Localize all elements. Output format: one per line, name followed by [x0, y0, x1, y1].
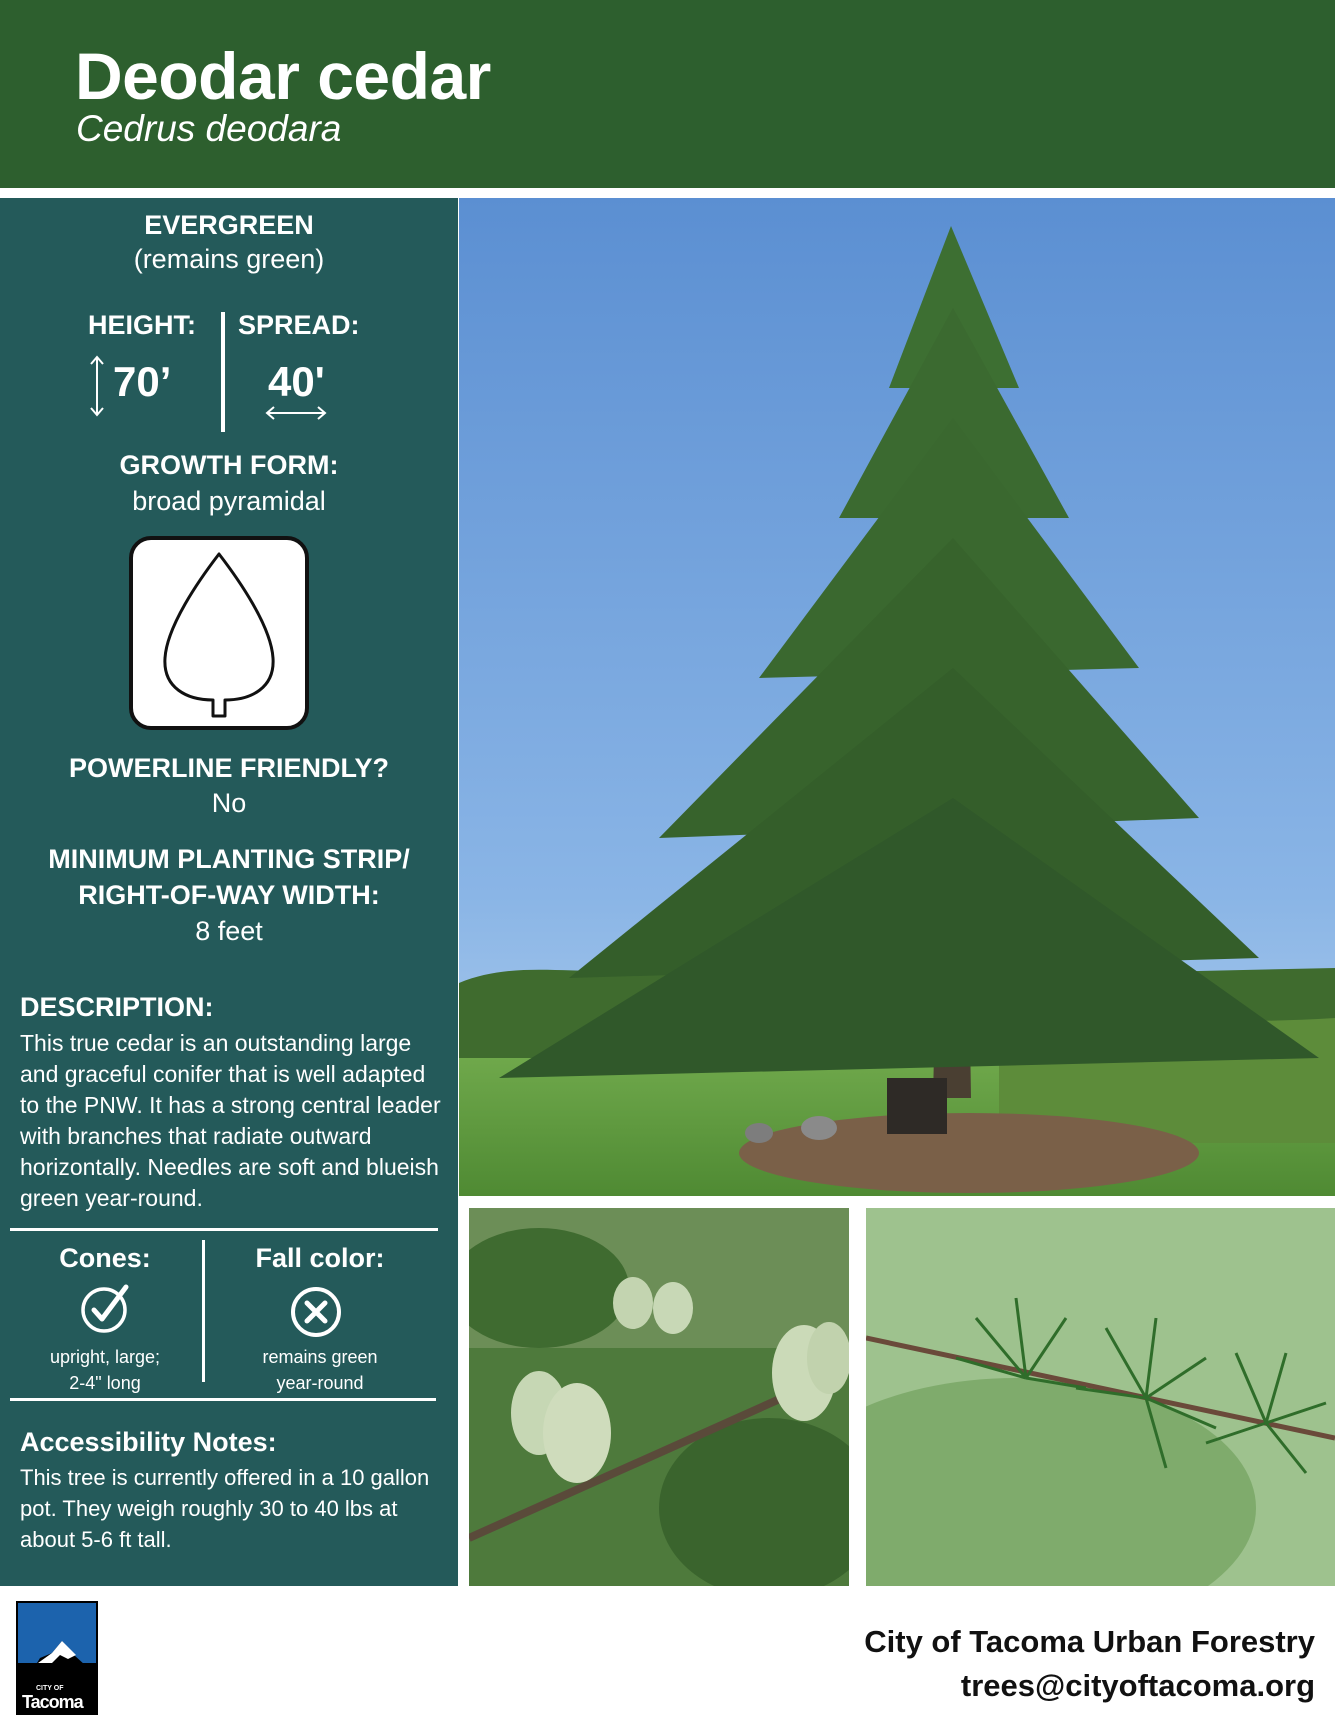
cones-note-line1: upright, large;	[49, 1347, 161, 1367]
powerline-value: No	[211, 788, 247, 818]
scientific-name-subtitle: Cedrus deodara	[76, 108, 342, 149]
check-circle-icon	[80, 1282, 132, 1334]
cones-note	[10, 1344, 200, 1396]
cones-label: Cones:	[59, 1243, 151, 1273]
cones-photo	[469, 1208, 849, 1586]
fall-color-note	[210, 1344, 430, 1396]
accessibility-heading: Accessibility Notes:	[20, 1427, 277, 1457]
height-spread-divider	[221, 312, 225, 432]
footer-email: trees@cityoftacoma.org	[960, 1668, 1315, 1703]
tree-photo-illustration	[459, 198, 1335, 1196]
broad-pyramidal-crown-icon	[133, 540, 305, 726]
title-banner	[0, 0, 1335, 188]
needles-photo-illustration	[866, 1208, 1335, 1586]
vertical-arrow-icon	[88, 354, 106, 418]
fall-color-note-line1: remains green	[262, 1347, 378, 1367]
leaf-type-note: (remains green)	[133, 244, 325, 274]
planting-strip-label-line1: MINIMUM PLANTING STRIP/	[48, 844, 410, 874]
footer-org-name: City of Tacoma Urban Forestry	[864, 1624, 1315, 1659]
description-heading: DESCRIPTION:	[20, 992, 214, 1022]
tree-photo	[459, 198, 1335, 1196]
horizontal-arrow-icon	[264, 404, 328, 422]
growth-form-value: broad pyramidal	[132, 486, 326, 516]
cones-top-divider	[10, 1228, 438, 1231]
cones-bottom-divider	[10, 1398, 436, 1401]
cones-photo-illustration	[469, 1208, 849, 1586]
height-value: 70’	[113, 358, 172, 405]
description-text: This true cedar is an outstanding large and graceful conifer that is well adapted to the PNW. It has a strong central leader with branches that radiate outward horizontally. Needles are soft and blueish green year-round.	[20, 1030, 441, 1211]
needles-photo	[866, 1208, 1335, 1586]
city-of-tacoma-logo	[16, 1601, 98, 1715]
growth-form-label: GROWTH FORM:	[119, 450, 339, 480]
fall-color-note-line2: year-round	[276, 1373, 364, 1393]
spread-label: SPREAD:	[238, 310, 360, 340]
growth-form-tile	[129, 536, 309, 730]
fall-color-label: Fall color:	[255, 1243, 385, 1273]
cones-note-line2: 2-4" long	[69, 1373, 141, 1393]
height-label: HEIGHT:	[88, 310, 196, 340]
logo-city-of: CITY OF	[36, 1685, 64, 1692]
leaf-type-heading: EVERGREEN	[144, 210, 314, 240]
planting-strip-label-line2: RIGHT-OF-WAY WIDTH:	[78, 880, 380, 910]
planting-strip-value: 8 feet	[195, 916, 263, 946]
cones-fall-divider	[202, 1240, 205, 1382]
accessibility-text: This tree is currently offered in a 10 gallon pot. They weigh roughly 30 to 40 lbs at about 5-6 ft tall.	[20, 1465, 430, 1552]
common-name-title: Deodar cedar	[75, 39, 491, 113]
powerline-label: POWERLINE FRIENDLY?	[68, 753, 390, 783]
spread-value: 40'	[268, 358, 325, 405]
logo-tacoma: Tacoma	[22, 1692, 83, 1712]
x-circle-icon	[290, 1286, 342, 1338]
